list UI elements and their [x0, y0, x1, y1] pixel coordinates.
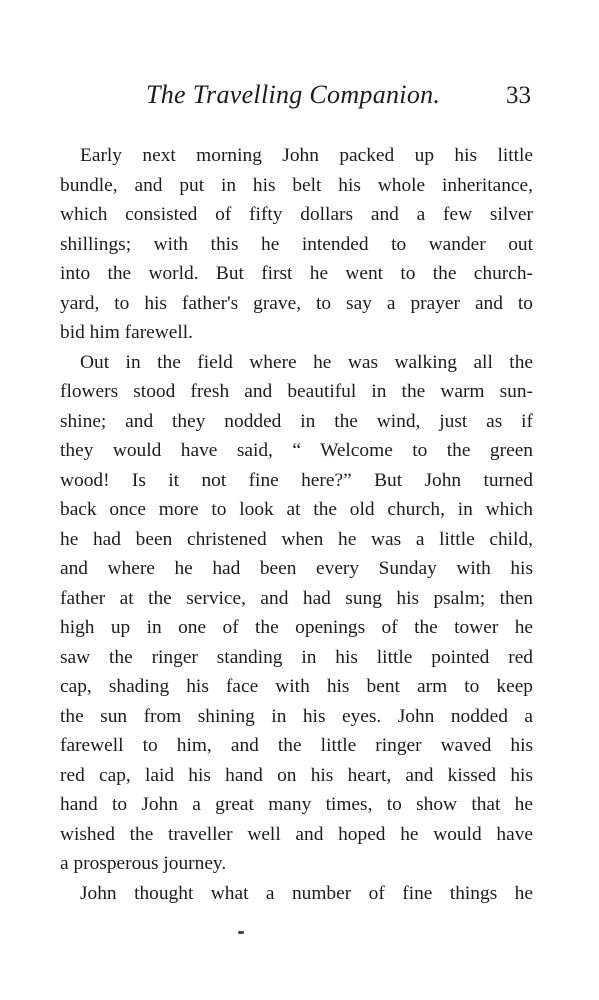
- text-line: a prosperous journey.: [60, 853, 227, 874]
- text-line: hand to John a great many times, to show that he: [60, 794, 533, 815]
- text-line: Early next morning John packed up his little: [80, 145, 533, 166]
- text-line: wished the traveller well and hoped he would have: [60, 823, 533, 845]
- text-line: he had been christened when he was a little child,: [60, 528, 533, 550]
- text-line: into the world. But first he went to the church-: [60, 263, 533, 284]
- text-line: John thought what a number of fine things he: [80, 882, 533, 904]
- text-line: red cap, laid his hand on his heart, and kissed his: [60, 764, 533, 786]
- text-line: saw the ringer standing in his little pointed red: [60, 646, 533, 668]
- text-line: bundle, and put in his belt his whole inheritance,: [60, 174, 533, 196]
- page-number: 33: [506, 82, 531, 109]
- text-line: which consisted of fifty dollars and a few silver: [60, 204, 533, 225]
- text-line: back once more to look at the old church, in which: [60, 499, 533, 520]
- text-line: the sun from shining in his eyes. John nodded a: [60, 705, 533, 727]
- text-line: Out in the field where he was walking all the: [80, 351, 533, 373]
- text-line: cap, shading his face with his bent arm to keep: [60, 676, 533, 697]
- text-line: they would have said, “ Welcome to the green: [60, 440, 533, 461]
- text-line: yard, to his father's grave, to say a prayer and to: [60, 292, 533, 314]
- body-text: [60, 141, 533, 908]
- running-title: The Travelling Companion.: [146, 80, 441, 109]
- text-line: high up in one of the openings of the tower he: [60, 617, 533, 638]
- text-line: shine; and they nodded in the wind, just as if: [60, 410, 533, 432]
- text-line: father at the service, and had sung his psalm; then: [60, 587, 533, 609]
- text-line: flowers stood fresh and beautiful in the warm sun-: [60, 381, 533, 402]
- text-line: bid him farewell.: [60, 322, 193, 343]
- ink-speck: [238, 931, 244, 934]
- text-line: wood! Is it not fine here?” But John turned: [60, 469, 533, 491]
- text-line: shillings; with this he intended to wander out: [60, 233, 533, 255]
- text-line: and where he had been every Sunday with his: [60, 558, 533, 579]
- text-line: farewell to him, and the little ringer waved his: [60, 735, 533, 756]
- running-head: [0, 80, 599, 120]
